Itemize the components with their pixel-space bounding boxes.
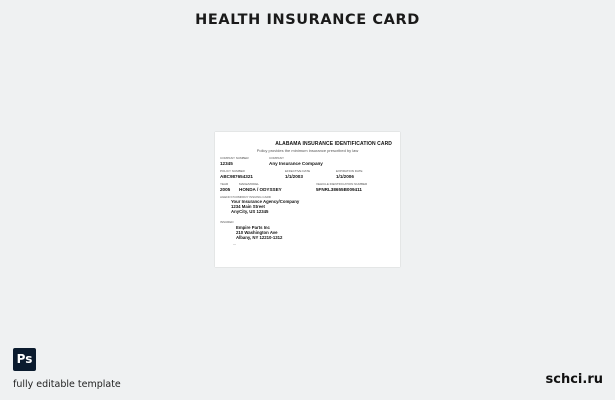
vin-label: VEHICLE IDENTIFICATION NUMBER (316, 182, 368, 186)
insurance-card (215, 132, 400, 267)
insured-line: Albany, NY 12210-1312 (236, 235, 283, 240)
insured-line: 210 Washington Ave (236, 230, 278, 235)
make-model-label: MAKE/MODEL (239, 182, 260, 186)
policy-number-label: POLICY NUMBER (220, 169, 245, 173)
insured-label: INSURED (220, 220, 234, 224)
company-number-value: 12345 (220, 161, 233, 166)
expiration-date-value: 1/1/2006 (336, 174, 354, 179)
company-label: COMPANY (269, 156, 284, 160)
make-model-value: HONDA / ODYSSEY (239, 187, 282, 192)
agency-address (231, 199, 299, 214)
card-title: ALABAMA INSURANCE IDENTIFICATION CARD (275, 141, 392, 147)
company-number-label: COMPANY NUMBER (220, 156, 249, 160)
agency-line: Your Insurance Agency/Company (231, 199, 300, 204)
expiration-date-label: EXPIRATION DATE (336, 169, 363, 173)
template-caption: fully editable template (13, 379, 121, 390)
year-value: 2005 (220, 187, 231, 192)
brand-watermark: schci.ru (545, 372, 603, 387)
insured-line: Empire Parts Inc (236, 225, 270, 230)
agency-label: AGENCY/COMPANY ISSUING CARD (220, 195, 271, 199)
footer-mark: — (233, 242, 236, 246)
card-subtitle: Policy provides the minimum insurance prescribed by law (256, 148, 359, 153)
insured-address (236, 225, 282, 240)
agency-line: 1234 Main Street (231, 204, 265, 209)
effective-date-label: EFFECTIVE DATE (285, 169, 311, 173)
photoshop-icon: Ps (13, 348, 36, 371)
agency-line: AnyCity, US 12345 (231, 209, 269, 214)
effective-date-value: 1/1/2003 (285, 174, 303, 179)
year-label: YEAR (220, 182, 229, 186)
page-title: HEALTH INSURANCE CARD (195, 12, 420, 28)
policy-number-value: ABC987654321 (220, 174, 253, 179)
vin-value: 5FNRL38655B009411 (316, 187, 362, 192)
company-value: Any Insurance Company (269, 161, 323, 166)
